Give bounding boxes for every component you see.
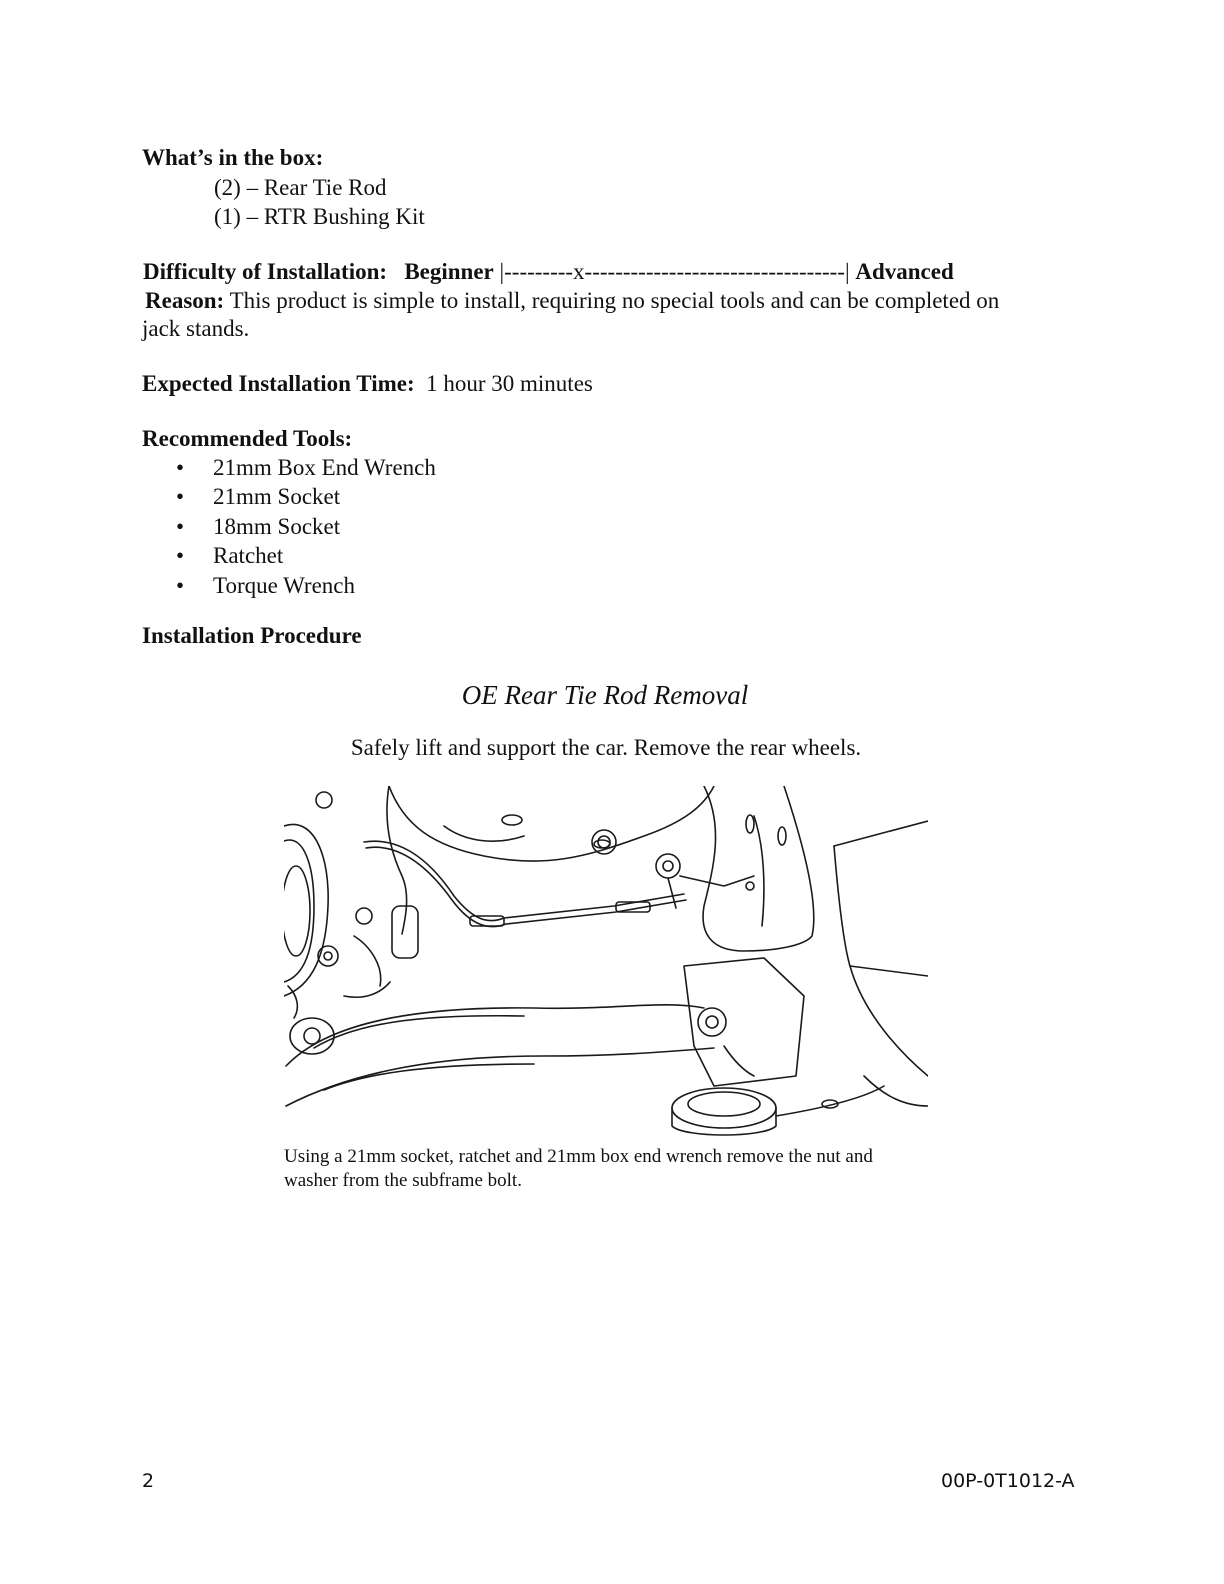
difficulty-scale: |---------x----------------------------------| xyxy=(499,259,850,284)
difficulty-beginner: Beginner xyxy=(404,259,494,284)
time-value: 1 hour 30 minutes xyxy=(426,371,593,396)
section-title: OE Rear Tie Rod Removal xyxy=(461,680,749,710)
doc-code: 00P-0T1012-A xyxy=(941,1470,1075,1492)
bullet: • xyxy=(176,543,185,568)
tool-item: Torque Wrench xyxy=(213,573,356,598)
box-heading: What’s in the box: xyxy=(142,145,324,170)
bullet: • xyxy=(176,484,185,509)
reason-line xyxy=(145,286,999,315)
bullet: • xyxy=(176,455,185,480)
difficulty-advanced: Advanced xyxy=(855,259,954,284)
procedure-heading: Installation Procedure xyxy=(142,623,362,648)
tool-item: 21mm Box End Wrench xyxy=(213,455,436,480)
tool-item: 21mm Socket xyxy=(213,484,341,509)
difficulty-label: Difficulty of Installation: xyxy=(143,259,388,284)
page-number: 2 xyxy=(142,1470,155,1492)
time-line xyxy=(142,369,593,398)
tools-heading: Recommended Tools: xyxy=(142,426,353,451)
reason-text-cont: jack stands. xyxy=(142,316,250,341)
caption-line1: Using a 21mm socket, ratchet and 21mm box end wrench remove the nut and xyxy=(284,1146,873,1167)
instruction: Safely lift and support the car. Remove the rear wheels. xyxy=(350,735,862,760)
bullet: • xyxy=(176,573,185,598)
reason-text: This product is simple to install, requiring no special tools and can be completed on xyxy=(229,288,1000,313)
box-item: (2) – Rear Tie Rod xyxy=(214,175,387,200)
suspension-illustration xyxy=(284,786,928,1144)
tool-item: Ratchet xyxy=(213,543,284,568)
time-label: Expected Installation Time: xyxy=(142,371,415,396)
tool-item: 18mm Socket xyxy=(213,514,341,539)
caption-line2: washer from the subframe bolt. xyxy=(284,1170,522,1191)
reason-label: Reason: xyxy=(145,288,225,313)
difficulty-line xyxy=(143,257,954,286)
box-item: (1) – RTR Bushing Kit xyxy=(214,204,425,229)
bullet: • xyxy=(176,514,185,539)
